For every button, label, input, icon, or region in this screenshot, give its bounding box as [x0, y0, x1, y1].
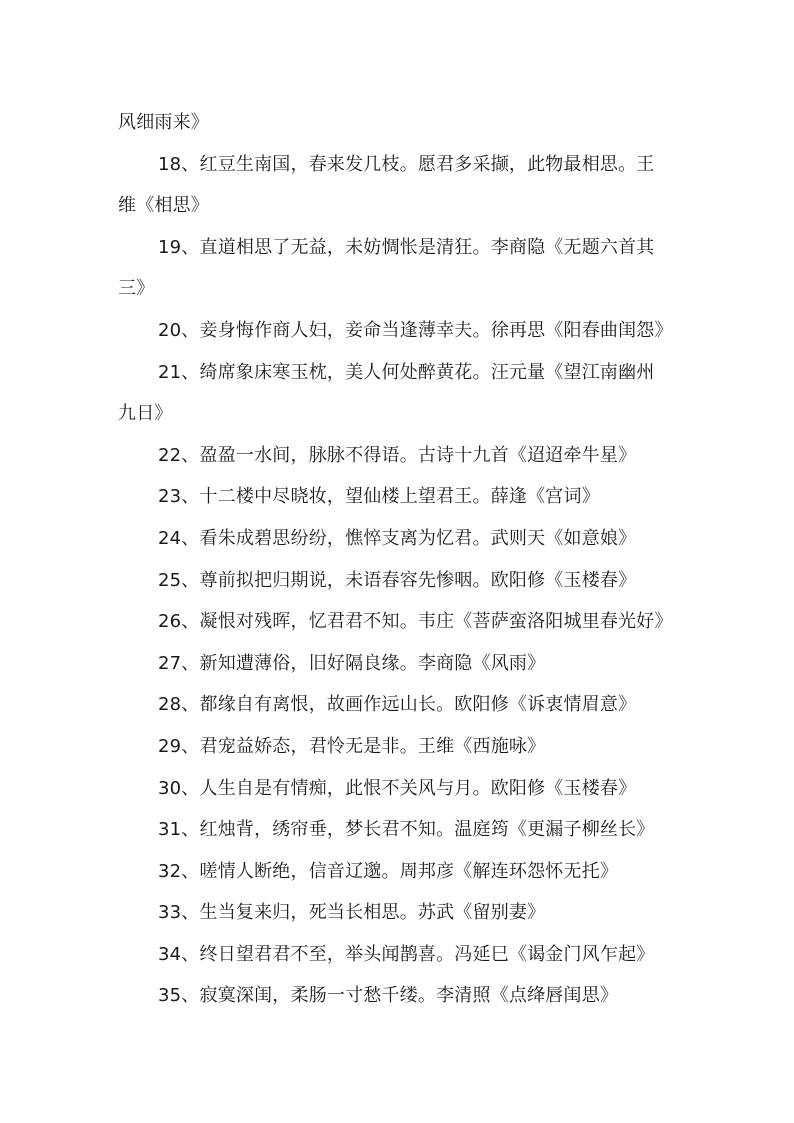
text-line: 九日》 [118, 403, 173, 425]
poem-entry-20: 20、妾身悔作商人妇，妾命当逢薄幸夫。徐再思《阳春曲闺怨》 [158, 319, 673, 341]
poem-entry-22: 22、盈盈一水间，脉脉不得语。古诗十九首《迢迢牵牛星》 [158, 444, 637, 466]
poem-entry-23: 23、十二楼中尽晓妆，望仙楼上望君王。薛逢《宫词》 [158, 486, 600, 508]
poem-entry-27: 27、新知遭薄俗，旧好隔良缘。李商隐《风雨》 [158, 652, 546, 674]
poem-entry-29: 29、君宠益娇态，君怜无是非。王维《西施咏》 [158, 735, 546, 757]
poem-entry-24: 24、看朱成碧思纷纷，憔悴支离为忆君。武则天《如意娘》 [158, 527, 637, 549]
poem-entry-35: 35、寂寞深闺，柔肠一寸愁千缕。李清照《点绛唇闺思》 [158, 985, 619, 1007]
poem-entry-32: 32、嗟情人断绝，信音辽邈。周邦彦《解连环怨怀无托》 [158, 860, 619, 882]
text-line: 三》 [118, 278, 155, 300]
poem-entry-18: 18、红豆生南国，春来发几枝。愿君多采撷，此物最相思。王 [158, 153, 655, 175]
document-body [118, 102, 678, 1017]
poem-entry-28: 28、都缘自有离恨，故画作远山长。欧阳修《诉衷情眉意》 [158, 694, 637, 716]
poem-entry-31: 31、红烛背，绣帘垂，梦长君不知。温庭筠《更漏子柳丝长》 [158, 819, 655, 841]
poem-entry-26: 26、凝恨对残晖，忆君君不知。韦庄《菩萨蛮洛阳城里春光好》 [158, 611, 673, 633]
poem-entry-21: 21、绮席象床寒玉枕，美人何处醉黄花。汪元量《望江南幽州 [158, 361, 655, 383]
poem-entry-30: 30、人生自是有情痴，此恨不关风与月。欧阳修《玉楼春》 [158, 777, 637, 799]
text-line: 风细雨来》 [118, 112, 209, 133]
text-line: 维《相思》 [118, 195, 209, 217]
poem-entry-25: 25、尊前拟把归期说，未语春容先惨咽。欧阳修《玉楼春》 [158, 569, 637, 591]
poem-entry-33: 33、生当复来归，死当长相思。苏武《留别妻》 [158, 902, 546, 924]
poem-entry-19: 19、直道相思了无益，未妨惆怅是清狂。李商隐《无题六首其 [158, 236, 655, 258]
poem-entry-34: 34、终日望君君不至，举头闻鹊喜。冯延巳《谒金门风乍起》 [158, 943, 655, 965]
